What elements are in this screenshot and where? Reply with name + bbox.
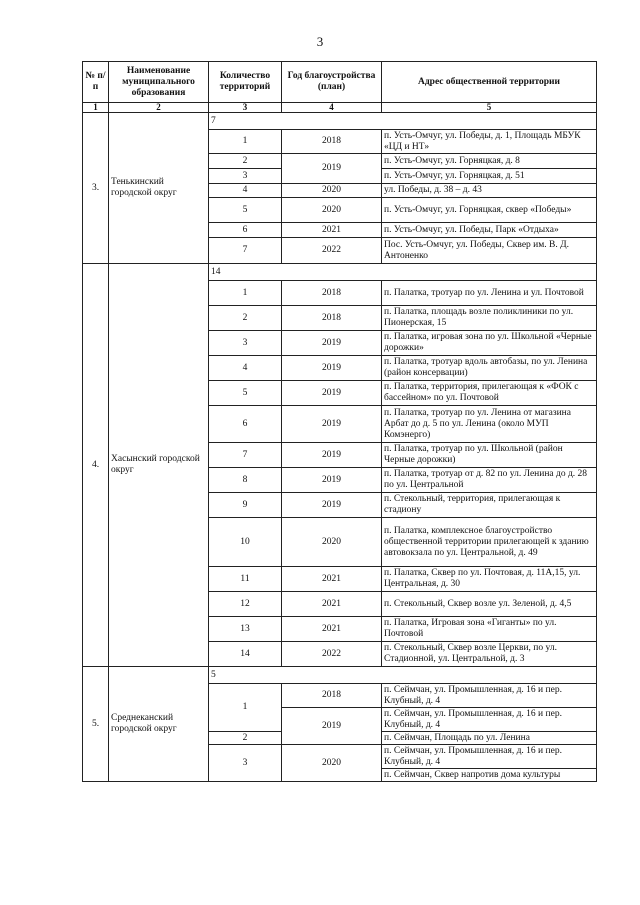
header-count: Количество территорий <box>209 62 282 103</box>
row-number: 9 <box>209 493 282 518</box>
row-address: п. Палатка, комплексное благоустройство общественной территории прилегающей к зданию автовокзала по ул. Центральной, д. 49 <box>382 518 597 567</box>
header-municipality: Наименование муниципального образования <box>109 62 209 103</box>
row-year: 2020 <box>282 745 382 782</box>
row-number: 2 <box>209 154 282 169</box>
section-number: 4. <box>83 264 109 667</box>
section-row <box>83 667 597 684</box>
row-number: 7 <box>209 238 282 264</box>
row-address: п. Усть-Омчуг, ул. Горняцкая, д. 51 <box>382 169 597 184</box>
row-number: 6 <box>209 406 282 443</box>
page-number: 3 <box>316 34 324 49</box>
row-year: 2019 <box>282 468 382 493</box>
column-number: 2 <box>109 103 209 113</box>
row-address: п. Палатка, площадь возле поликлиники по ул. Пионерская, 15 <box>382 306 597 331</box>
header-year: Год благоустройства (план) <box>282 62 382 103</box>
row-number: 2 <box>209 732 282 745</box>
row-number: 3 <box>209 169 282 184</box>
row-number: 2 <box>209 306 282 331</box>
row-address: п. Усть-Омчуг, ул. Победы, д. 1, Площадь МБУК «ЦД и НТ» <box>382 130 597 154</box>
row-year: 2021 <box>282 567 382 592</box>
row-address: п. Стекольный, территория, прилегающая к стадиону <box>382 493 597 518</box>
row-year: 2019 <box>282 356 382 381</box>
row-address: п. Сеймчан, ул. Промышленная, д. 16 и пер. Клубный, д. 4 <box>382 745 597 769</box>
territory-count: 14 <box>209 264 597 281</box>
column-number: 3 <box>209 103 282 113</box>
row-year: 2019 <box>282 708 382 745</box>
row-number: 14 <box>209 642 282 667</box>
row-year: 2022 <box>282 642 382 667</box>
row-address: п. Палатка, тротуар вдоль автобазы, по ул. Ленина (район консервации) <box>382 356 597 381</box>
row-number: 11 <box>209 567 282 592</box>
row-year: 2019 <box>282 381 382 406</box>
row-number: 12 <box>209 592 282 617</box>
row-number: 1 <box>209 281 282 306</box>
row-number: 6 <box>209 223 282 238</box>
row-address: п. Усть-Омчуг, ул. Горняцкая, д. 8 <box>382 154 597 169</box>
row-year: 2018 <box>282 281 382 306</box>
row-number: 1 <box>209 130 282 154</box>
row-address: ул. Победы, д. 38 – д. 43 <box>382 184 597 198</box>
row-year: 2018 <box>282 306 382 331</box>
row-number: 4 <box>209 356 282 381</box>
row-year: 2018 <box>282 684 382 708</box>
row-address: п. Палатка, территория, прилегающая к «ФОК с бассейном» по ул. Почтовой <box>382 381 597 406</box>
row-address: п. Сеймчан, Сквер напротив дома культуры <box>382 769 597 782</box>
column-number: 1 <box>83 103 109 113</box>
row-year: 2021 <box>282 592 382 617</box>
row-number: 4 <box>209 184 282 198</box>
row-address: п. Усть-Омчуг, ул. Победы, Парк «Отдыха» <box>382 223 597 238</box>
section-row <box>83 264 597 281</box>
territory-count: 5 <box>209 667 597 684</box>
table-header-row <box>83 62 597 103</box>
row-address: п. Палатка, тротуар по ул. Школьной (район Черные дорожки) <box>382 443 597 468</box>
row-year: 2019 <box>282 331 382 356</box>
row-year: 2019 <box>282 493 382 518</box>
row-address: Пос. Усть-Омчуг, ул. Победы, Сквер им. В. Д. Антоненко <box>382 238 597 264</box>
row-address: п. Сеймчан, ул. Промышленная, д. 16 и пер. Клубный, д. 4 <box>382 684 597 708</box>
row-year: 2020 <box>282 518 382 567</box>
row-number: 5 <box>209 381 282 406</box>
section-row <box>83 113 597 130</box>
column-number: 5 <box>382 103 597 113</box>
municipality-name: Хасынский городской округ <box>109 264 209 667</box>
row-address: п. Палатка, тротуар по ул. Ленина от магазина Арбат до д. 5 по ул. Ленина (около МУП Комэнерго) <box>382 406 597 443</box>
row-year: 2022 <box>282 238 382 264</box>
row-number: 13 <box>209 617 282 642</box>
row-address: п. Сеймчан, ул. Промышленная, д. 16 и пер. Клубный, д. 4 <box>382 708 597 732</box>
section-number: 5. <box>83 667 109 782</box>
territories-table <box>82 61 597 782</box>
row-number: 3 <box>209 331 282 356</box>
row-address: п. Палатка, игровая зона по ул. Школьной «Черные дорожки» <box>382 331 597 356</box>
row-number: 3 <box>209 745 282 782</box>
municipality-name: Тенькинский городской округ <box>109 113 209 264</box>
row-year: 2020 <box>282 198 382 223</box>
section-number: 3. <box>83 113 109 264</box>
row-year: 2021 <box>282 223 382 238</box>
row-address: п. Палатка, тротуар по ул. Ленина и ул. Почтовой <box>382 281 597 306</box>
row-year: 2018 <box>282 130 382 154</box>
header-number: № п/п <box>83 62 109 103</box>
row-address: п. Палатка, Игровая зона «Гиганты» по ул. Почтовой <box>382 617 597 642</box>
row-year: 2019 <box>282 443 382 468</box>
row-number: 8 <box>209 468 282 493</box>
municipality-name: Среднеканский городской округ <box>109 667 209 782</box>
row-number: 10 <box>209 518 282 567</box>
row-address: п. Стекольный, Сквер возле ул. Зеленой, д. 4,5 <box>382 592 597 617</box>
row-address: п. Сеймчан, Площадь по ул. Ленина <box>382 732 597 745</box>
territory-count: 7 <box>209 113 597 130</box>
row-year: 2019 <box>282 406 382 443</box>
row-address: п. Палатка, тротуар от д. 82 по ул. Ленина до д. 28 по ул. Центральной <box>382 468 597 493</box>
row-address: п. Палатка, Сквер по ул. Почтовая, д. 11А,15, ул. Центральная, д. 30 <box>382 567 597 592</box>
column-number-row <box>83 103 597 113</box>
header-address: Адрес общественной территории <box>382 62 597 103</box>
row-year: 2021 <box>282 617 382 642</box>
row-number: 7 <box>209 443 282 468</box>
row-number: 1 <box>209 684 282 732</box>
row-address: п. Стекольный, Сквер возле Церкви, по ул. Стадионной, ул. Центральной, д. 3 <box>382 642 597 667</box>
row-year: 2020 <box>282 184 382 198</box>
row-number: 5 <box>209 198 282 223</box>
column-number: 4 <box>282 103 382 113</box>
row-year: 2019 <box>282 154 382 184</box>
row-address: п. Усть-Омчуг, ул. Горняцкая, сквер «Победы» <box>382 198 597 223</box>
